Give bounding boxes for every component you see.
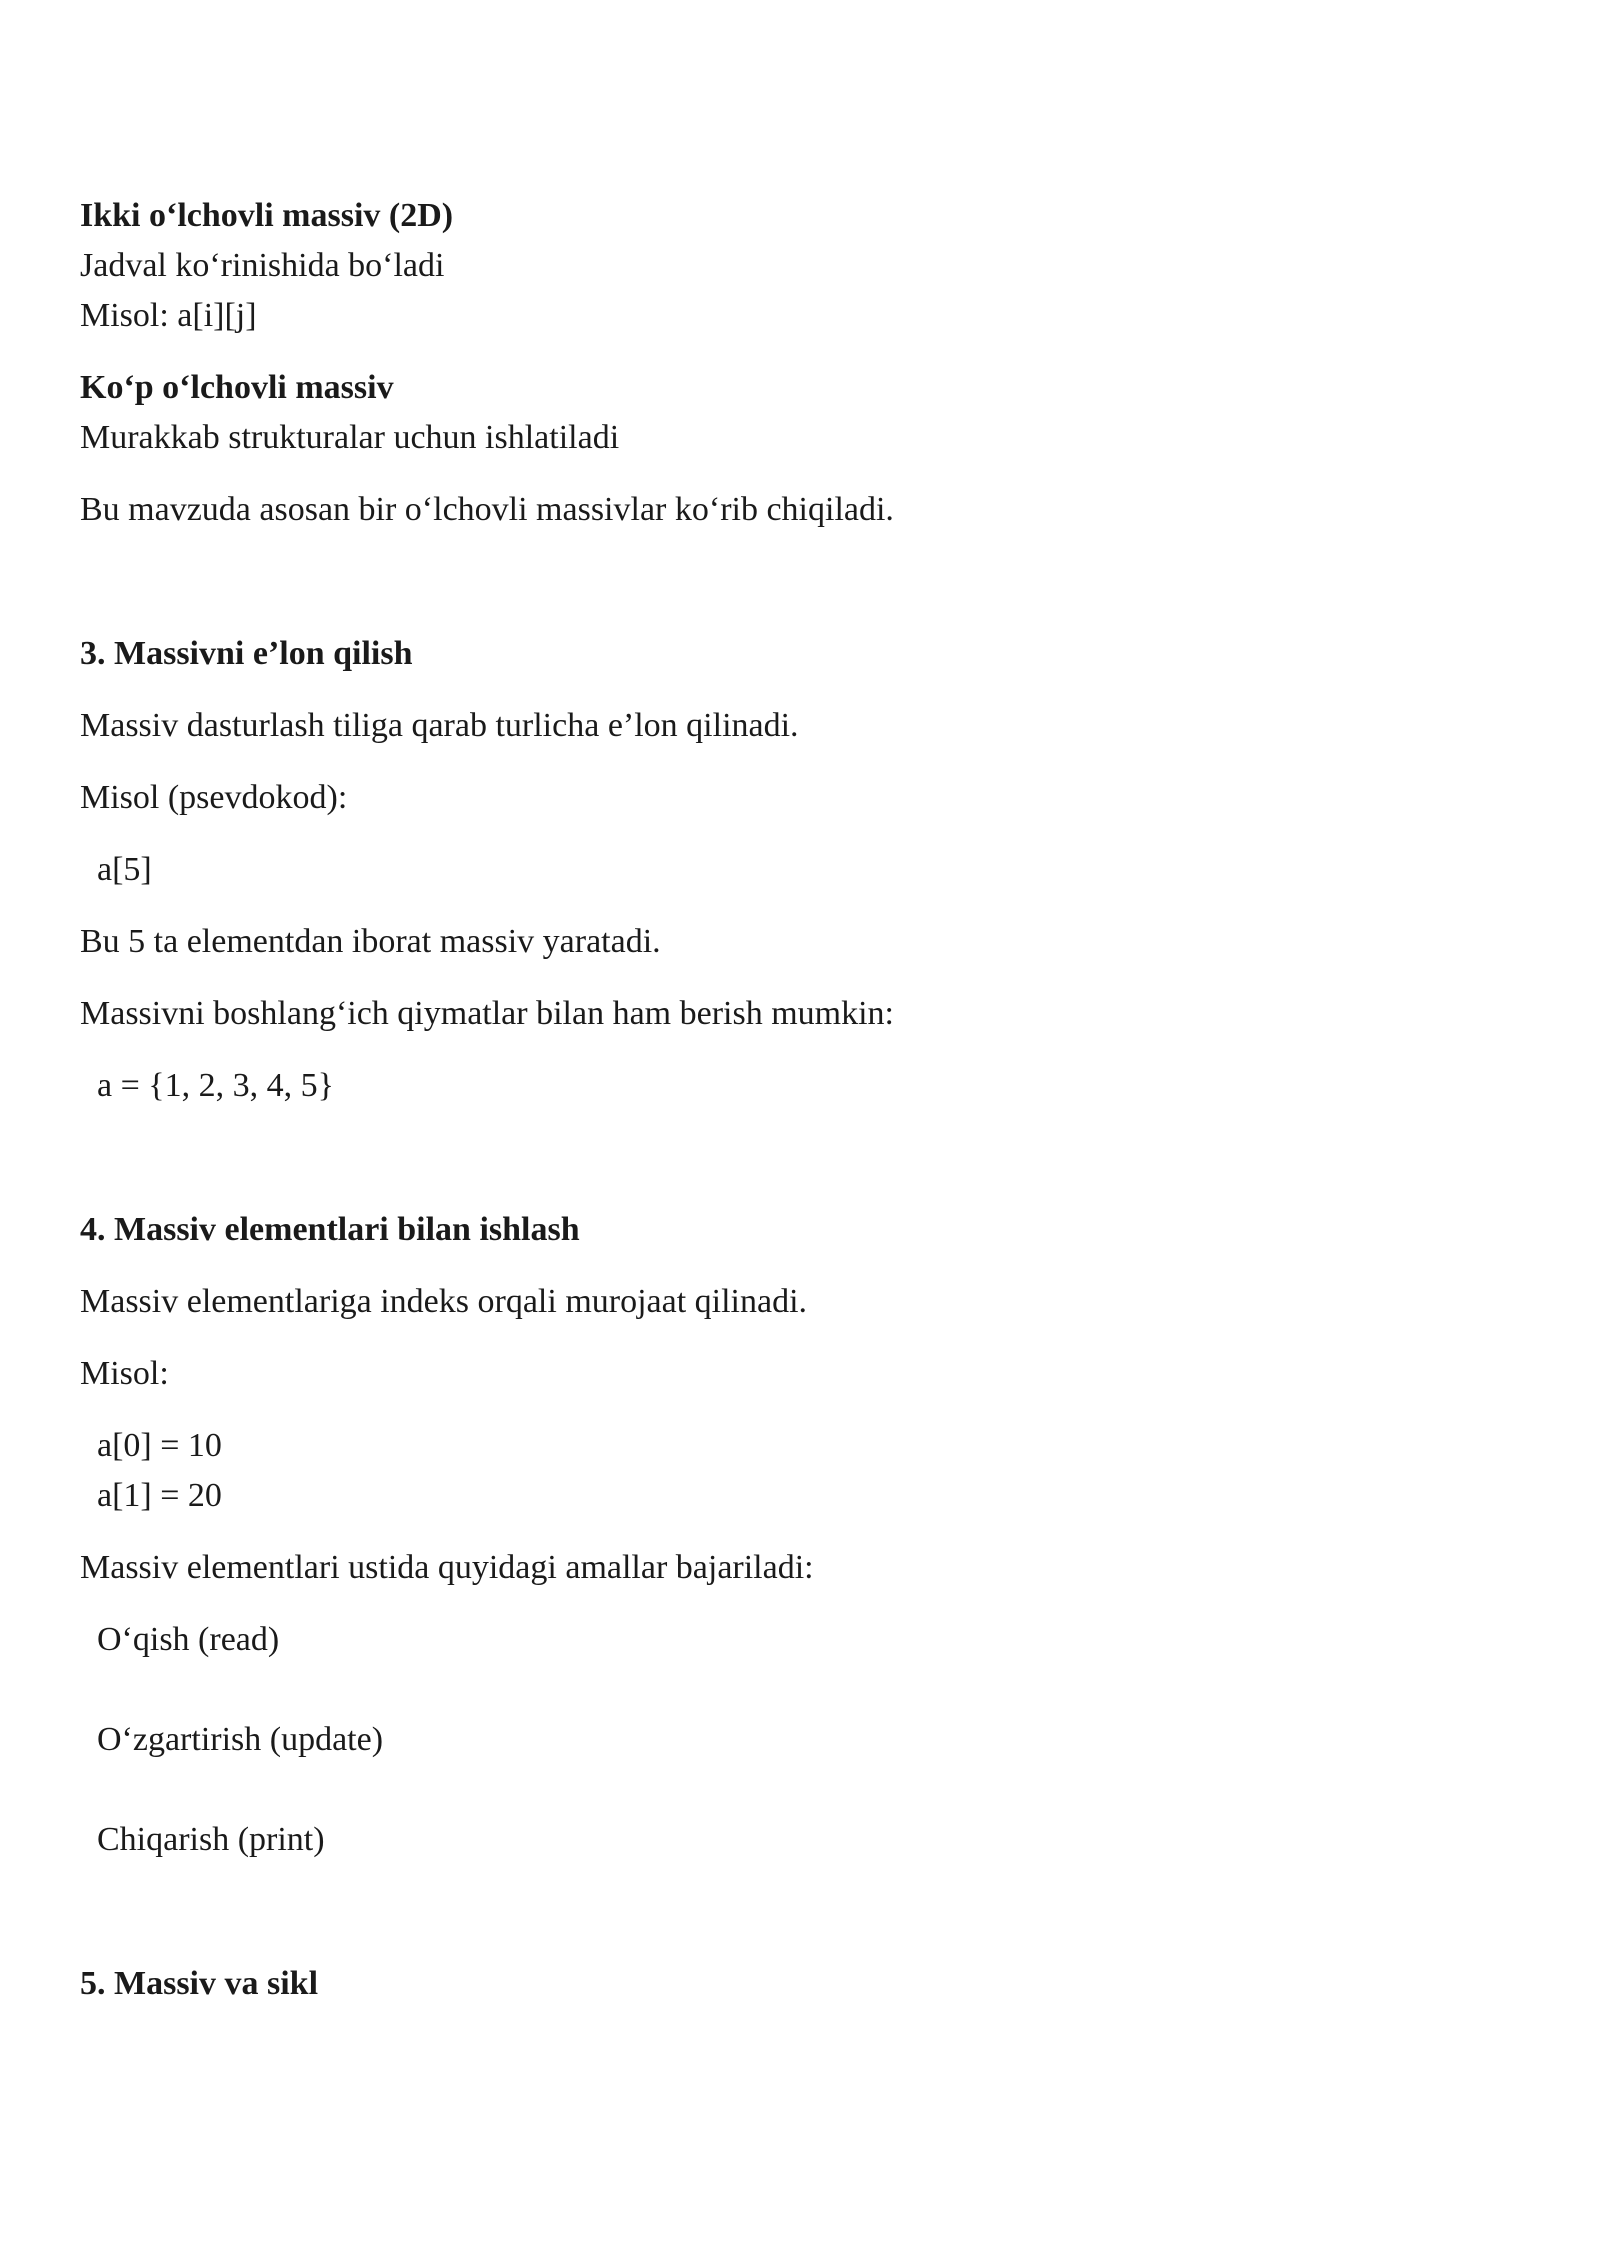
- section-3-paragraph-1: Massiv dasturlash tiliga qarab turlicha e’lon qilinadi.: [80, 707, 799, 744]
- section-5-heading: 5. Massiv va sikl: [80, 1965, 319, 2002]
- section-4-code-1: a[0] = 10: [97, 1427, 222, 1464]
- twod-array-description: Jadval ko‘rinishida bo‘ladi: [80, 247, 445, 284]
- section-4-heading: 4. Massiv elementlari bilan ishlash: [80, 1211, 580, 1248]
- section-3-paragraph-4: Massivni boshlang‘ich qiymatlar bilan ham berish mumkin:: [80, 995, 894, 1032]
- section-3-paragraph-2: Misol (psevdokod):: [80, 779, 348, 816]
- operation-item-read: O‘qish (read): [97, 1621, 280, 1658]
- section-3-code-2: a = {1, 2, 3, 4, 5}: [97, 1067, 334, 1104]
- topic-summary: Bu mavzuda asosan bir o‘lchovli massivlar ko‘rib chiqiladi.: [80, 491, 894, 528]
- multidim-array-heading: Ko‘p o‘lchovli massiv: [80, 369, 394, 406]
- multidim-array-description: Murakkab strukturalar uchun ishlatiladi: [80, 419, 620, 456]
- operation-item-update: O‘zgartirish (update): [97, 1721, 384, 1758]
- section-4-paragraph-2: Misol:: [80, 1355, 169, 1392]
- section-3-paragraph-3: Bu 5 ta elementdan iborat massiv yaratadi.: [80, 923, 661, 960]
- section-4-paragraph-3: Massiv elementlari ustida quyidagi amallar bajariladi:: [80, 1549, 814, 1586]
- operation-item-print: Chiqarish (print): [97, 1821, 325, 1858]
- section-3-code-1: a[5]: [97, 851, 152, 888]
- section-4-code-2: a[1] = 20: [97, 1477, 222, 1514]
- twod-array-example: Misol: a[i][j]: [80, 297, 257, 334]
- twod-array-heading: Ikki o‘lchovli massiv (2D): [80, 197, 454, 234]
- section-4-paragraph-1: Massiv elementlariga indeks orqali murojaat qilinadi.: [80, 1283, 808, 1320]
- section-3-heading: 3. Massivni e’lon qilish: [80, 635, 413, 672]
